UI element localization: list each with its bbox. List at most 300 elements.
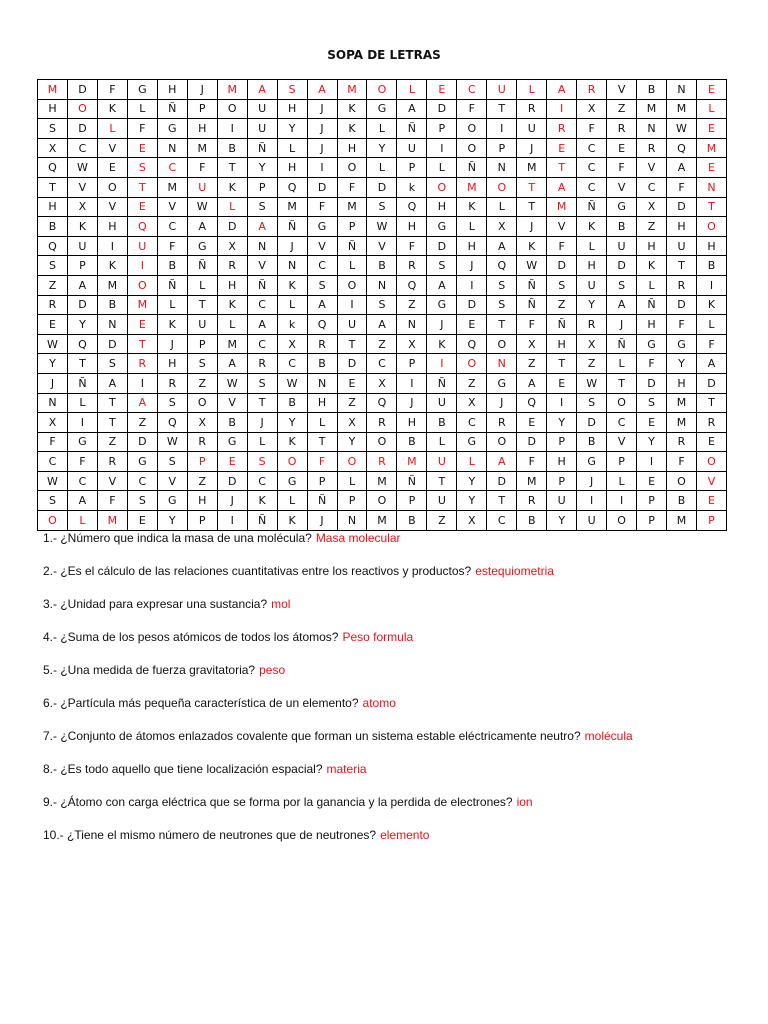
question-item (43, 630, 763, 663)
grid-cell: Q (517, 393, 547, 413)
grid-cell: D (696, 373, 726, 393)
grid-cell: S (97, 354, 127, 374)
grid-cell: M (667, 413, 697, 433)
grid-row (38, 315, 727, 335)
grid-cell: H (397, 217, 427, 237)
grid-cell: T (97, 393, 127, 413)
grid-cell: E (637, 471, 667, 491)
grid-cell: Q (157, 413, 187, 433)
grid-row (38, 334, 727, 354)
grid-cell: D (577, 413, 607, 433)
grid-cell: C (67, 138, 97, 158)
grid-cell: F (667, 315, 697, 335)
grid-cell: M (127, 295, 157, 315)
grid-cell: J (247, 413, 277, 433)
grid-cell: S (547, 275, 577, 295)
grid-cell: Ñ (517, 275, 547, 295)
grid-cell: D (217, 471, 247, 491)
question-item (43, 531, 763, 564)
grid-cell: M (277, 197, 307, 217)
grid-cell: B (607, 217, 637, 237)
grid-cell: T (547, 158, 577, 178)
grid-cell: G (667, 334, 697, 354)
grid-cell: G (637, 334, 667, 354)
grid-cell: C (637, 177, 667, 197)
grid-cell: M (397, 452, 427, 472)
grid-cell: Q (397, 275, 427, 295)
grid-cell: I (427, 354, 457, 374)
grid-cell: L (607, 354, 637, 374)
grid-cell: P (397, 491, 427, 511)
grid-cell: R (517, 99, 547, 119)
grid-cell: R (667, 275, 697, 295)
grid-cell: O (337, 452, 367, 472)
grid-cell: D (337, 354, 367, 374)
grid-cell: F (667, 177, 697, 197)
grid-cell: J (38, 373, 68, 393)
grid-cell: Ñ (427, 373, 457, 393)
grid-cell: L (696, 315, 726, 335)
grid-cell: T (217, 158, 247, 178)
grid-cell: X (397, 334, 427, 354)
answer-text: elemento (380, 828, 430, 842)
grid-row (38, 393, 727, 413)
grid-cell: E (337, 373, 367, 393)
grid-cell: A (307, 80, 337, 100)
grid-cell: P (397, 158, 427, 178)
grid-cell: P (247, 177, 277, 197)
grid-cell: L (67, 511, 97, 531)
grid-cell: Z (517, 354, 547, 374)
grid-cell: M (367, 511, 397, 531)
grid-cell: O (97, 177, 127, 197)
grid-cell: O (696, 217, 726, 237)
grid-cell: A (487, 452, 517, 472)
grid-cell: L (337, 256, 367, 276)
grid-cell: C (367, 354, 397, 374)
grid-row (38, 354, 727, 374)
grid-cell: F (397, 236, 427, 256)
grid-cell: V (547, 217, 577, 237)
grid-cell: G (187, 236, 217, 256)
grid-cell: Ñ (187, 256, 217, 276)
grid-cell: V (607, 80, 637, 100)
grid-cell: N (277, 256, 307, 276)
grid-row (38, 452, 727, 472)
grid-cell: T (67, 354, 97, 374)
grid-cell: H (307, 393, 337, 413)
grid-cell: K (427, 334, 457, 354)
grid-cell: W (157, 432, 187, 452)
grid-cell: L (187, 275, 217, 295)
grid-cell: S (487, 295, 517, 315)
grid-cell: M (157, 177, 187, 197)
grid-cell: Ñ (307, 491, 337, 511)
grid-cell: E (127, 138, 157, 158)
grid-cell: B (277, 393, 307, 413)
grid-cell: A (667, 158, 697, 178)
grid-cell: J (517, 217, 547, 237)
grid-cell: Y (667, 354, 697, 374)
grid-cell: L (517, 80, 547, 100)
grid-cell: U (187, 315, 217, 335)
grid-cell: B (397, 432, 427, 452)
grid-cell: C (247, 295, 277, 315)
grid-cell: A (247, 80, 277, 100)
grid-cell: G (307, 217, 337, 237)
grid-cell: G (427, 295, 457, 315)
grid-cell: M (337, 80, 367, 100)
grid-row (38, 217, 727, 237)
grid-cell: L (637, 275, 667, 295)
grid-cell: P (637, 511, 667, 531)
grid-cell: L (457, 217, 487, 237)
grid-cell: H (577, 256, 607, 276)
grid-cell: Z (127, 413, 157, 433)
grid-cell: J (487, 393, 517, 413)
grid-cell: I (457, 275, 487, 295)
grid-cell: A (487, 236, 517, 256)
grid-cell: D (217, 217, 247, 237)
grid-cell: L (427, 158, 457, 178)
grid-cell: H (277, 99, 307, 119)
grid-cell: K (696, 295, 726, 315)
grid-cell: T (667, 256, 697, 276)
grid-cell: O (277, 452, 307, 472)
grid-cell: A (547, 80, 577, 100)
grid-cell: R (577, 80, 607, 100)
grid-cell: A (187, 217, 217, 237)
grid-cell: N (487, 354, 517, 374)
grid-cell: Ñ (397, 119, 427, 139)
grid-cell: L (277, 295, 307, 315)
grid-cell: T (607, 373, 637, 393)
grid-cell: J (457, 256, 487, 276)
answer-text: Masa molecular (315, 531, 401, 545)
grid-cell: X (577, 99, 607, 119)
grid-cell: Z (187, 471, 217, 491)
grid-cell: B (367, 256, 397, 276)
word-search-grid (37, 79, 727, 531)
grid-cell: K (457, 197, 487, 217)
grid-cell: R (217, 256, 247, 276)
grid-cell: Q (38, 158, 68, 178)
grid-cell: E (637, 413, 667, 433)
grid-row (38, 119, 727, 139)
grid-row (38, 256, 727, 276)
grid-cell: R (157, 373, 187, 393)
grid-cell: F (38, 432, 68, 452)
grid-cell: F (696, 334, 726, 354)
grid-cell: R (547, 119, 577, 139)
grid-cell: S (367, 197, 397, 217)
grid-cell: S (367, 295, 397, 315)
grid-cell: V (696, 471, 726, 491)
grid-cell: M (696, 138, 726, 158)
grid-cell: D (67, 80, 97, 100)
grid-cell: M (637, 99, 667, 119)
grid-cell: G (367, 99, 397, 119)
grid-cell: O (127, 275, 157, 295)
grid-cell: A (607, 295, 637, 315)
answer-text: molécula (584, 729, 633, 743)
grid-cell: E (457, 315, 487, 335)
grid-cell: E (97, 158, 127, 178)
grid-cell: Y (577, 295, 607, 315)
grid-cell: N (367, 275, 397, 295)
grid-cell: C (607, 413, 637, 433)
grid-cell: L (97, 119, 127, 139)
grid-cell: P (547, 432, 577, 452)
grid-cell: L (157, 295, 187, 315)
grid-cell: E (696, 432, 726, 452)
grid-cell: A (397, 99, 427, 119)
grid-cell: U (487, 80, 517, 100)
grid-cell: V (367, 236, 397, 256)
grid-cell: Q (38, 236, 68, 256)
grid-cell: F (67, 452, 97, 472)
grid-cell: O (667, 471, 697, 491)
grid-cell: F (607, 158, 637, 178)
grid-cell: K (277, 275, 307, 295)
grid-row (38, 197, 727, 217)
grid-cell: U (427, 393, 457, 413)
grid-cell: W (667, 119, 697, 139)
answer-text: Peso formula (342, 630, 414, 644)
question-text: 5.- ¿Una medida de fuerza gravitatoria? (43, 663, 256, 677)
grid-cell: N (487, 158, 517, 178)
grid-cell: D (607, 256, 637, 276)
grid-cell: I (337, 295, 367, 315)
grid-row (38, 413, 727, 433)
grid-cell: L (427, 432, 457, 452)
grid-row (38, 236, 727, 256)
grid-cell: E (696, 158, 726, 178)
grid-cell: Q (67, 334, 97, 354)
grid-cell: Z (457, 373, 487, 393)
grid-cell: Q (487, 256, 517, 276)
grid-cell: H (667, 217, 697, 237)
grid-cell: U (247, 119, 277, 139)
grid-cell: U (187, 177, 217, 197)
grid-cell: H (547, 452, 577, 472)
grid-cell: H (427, 197, 457, 217)
grid-cell: P (187, 99, 217, 119)
grid-cell: Ñ (337, 236, 367, 256)
grid-cell: X (187, 413, 217, 433)
grid-cell: R (397, 256, 427, 276)
grid-cell: E (696, 491, 726, 511)
grid-cell: F (517, 452, 547, 472)
grid-cell: D (457, 295, 487, 315)
answer-text: atomo (362, 696, 396, 710)
grid-cell: E (547, 373, 577, 393)
answer-text: mol (271, 597, 291, 611)
grid-cell: A (127, 393, 157, 413)
grid-cell: X (337, 413, 367, 433)
grid-cell: U (607, 236, 637, 256)
grid-cell: R (577, 315, 607, 335)
grid-cell: T (517, 177, 547, 197)
grid-cell: L (127, 99, 157, 119)
answer-text: peso (259, 663, 286, 677)
grid-cell: E (427, 80, 457, 100)
grid-cell: S (607, 275, 637, 295)
grid-cell: L (367, 158, 397, 178)
grid-cell: V (97, 197, 127, 217)
grid-cell: B (667, 491, 697, 511)
question-text: 7.- ¿Conjunto de átomos enlazados covalente que forman un sistema estable eléctricamente neutro? (43, 729, 581, 743)
grid-cell: N (667, 80, 697, 100)
grid-cell: O (217, 99, 247, 119)
grid-cell: K (157, 315, 187, 335)
grid-cell: F (307, 197, 337, 217)
grid-cell: S (127, 158, 157, 178)
grid-cell: I (696, 275, 726, 295)
grid-cell: Q (277, 177, 307, 197)
grid-cell: K (97, 256, 127, 276)
grid-cell: D (547, 256, 577, 276)
grid-cell: N (247, 236, 277, 256)
grid-cell: O (696, 452, 726, 472)
grid-row (38, 432, 727, 452)
grid-cell: U (547, 491, 577, 511)
grid-cell: E (517, 413, 547, 433)
grid-cell: R (307, 334, 337, 354)
grid-cell: T (487, 99, 517, 119)
grid-row (38, 511, 727, 531)
grid-cell: Ñ (67, 373, 97, 393)
grid-row (38, 99, 727, 119)
grid-cell: D (67, 119, 97, 139)
grid-cell: G (427, 217, 457, 237)
grid-cell: I (307, 158, 337, 178)
grid-cell: J (307, 511, 337, 531)
grid-cell: S (487, 275, 517, 295)
grid-cell: N (97, 315, 127, 335)
grid-cell: T (487, 315, 517, 335)
grid-cell: I (487, 119, 517, 139)
grid-cell: F (187, 158, 217, 178)
grid-cell: M (667, 511, 697, 531)
grid-cell: X (577, 334, 607, 354)
grid-cell: Z (397, 295, 427, 315)
grid-cell: T (127, 334, 157, 354)
grid-cell: S (157, 452, 187, 472)
grid-cell: H (277, 158, 307, 178)
grid-cell: T (696, 197, 726, 217)
grid-cell: G (157, 119, 187, 139)
grid-cell: C (127, 471, 157, 491)
grid-cell: I (547, 393, 577, 413)
grid-cell: J (187, 80, 217, 100)
grid-cell: A (696, 354, 726, 374)
grid-cell: F (307, 452, 337, 472)
grid-cell: K (277, 511, 307, 531)
grid-cell: O (337, 158, 367, 178)
grid-cell: F (577, 119, 607, 139)
grid-cell: X (67, 197, 97, 217)
grid-cell: V (607, 432, 637, 452)
grid-cell: M (547, 197, 577, 217)
grid-cell: R (637, 138, 667, 158)
grid-cell: B (517, 511, 547, 531)
grid-cell: K (277, 432, 307, 452)
grid-cell: C (577, 138, 607, 158)
grid-cell: U (427, 452, 457, 472)
grid-cell: T (38, 177, 68, 197)
grid-cell: J (397, 393, 427, 413)
question-text: 3.- ¿Unidad para expresar una sustancia? (43, 597, 268, 611)
grid-cell: C (577, 177, 607, 197)
grid-cell: I (637, 452, 667, 472)
grid-cell: D (427, 99, 457, 119)
grid-cell: M (97, 275, 127, 295)
grid-cell: Q (457, 334, 487, 354)
grid-cell: R (517, 491, 547, 511)
question-text: 4.- ¿Suma de los pesos atómicos de todos los átomos? (43, 630, 339, 644)
grid-cell: W (277, 373, 307, 393)
grid-cell: N (307, 373, 337, 393)
grid-row (38, 471, 727, 491)
grid-cell: P (307, 471, 337, 491)
grid-cell: M (517, 471, 547, 491)
grid-cell: T (427, 471, 457, 491)
question-text: 2.- ¿Es el cálculo de las relaciones cuantitativas entre los reactivos y productos? (43, 564, 472, 578)
grid-cell: O (457, 119, 487, 139)
grid-cell: O (187, 393, 217, 413)
grid-cell: G (607, 197, 637, 217)
grid-cell: O (487, 334, 517, 354)
grid-cell: P (607, 452, 637, 472)
grid-cell: V (97, 138, 127, 158)
grid-cell: U (427, 491, 457, 511)
grid-cell: X (487, 217, 517, 237)
grid-cell: V (637, 158, 667, 178)
grid-cell: B (696, 256, 726, 276)
grid-cell: U (667, 236, 697, 256)
grid-cell: S (38, 256, 68, 276)
grid-row (38, 158, 727, 178)
grid-cell: Z (577, 354, 607, 374)
grid-row (38, 295, 727, 315)
grid-cell: K (247, 491, 277, 511)
grid-cell: S (187, 354, 217, 374)
grid-cell: B (157, 256, 187, 276)
grid-cell: G (67, 432, 97, 452)
grid-cell: C (307, 256, 337, 276)
grid-cell: B (97, 295, 127, 315)
grid-cell: P (427, 119, 457, 139)
grid-cell: Z (367, 334, 397, 354)
grid-cell: Q (397, 197, 427, 217)
grid-cell: U (517, 119, 547, 139)
grid-cell: U (247, 99, 277, 119)
grid-cell: T (547, 354, 577, 374)
grid-cell: V (217, 393, 247, 413)
grid-cell: W (38, 471, 68, 491)
grid-cell: N (337, 511, 367, 531)
grid-cell: C (457, 80, 487, 100)
grid-cell: I (607, 491, 637, 511)
grid-cell: Y (157, 511, 187, 531)
grid-cell: L (337, 471, 367, 491)
grid-cell: K (637, 256, 667, 276)
grid-cell: G (277, 471, 307, 491)
grid-cell: B (637, 80, 667, 100)
grid-cell: X (457, 393, 487, 413)
grid-cell: R (247, 354, 277, 374)
